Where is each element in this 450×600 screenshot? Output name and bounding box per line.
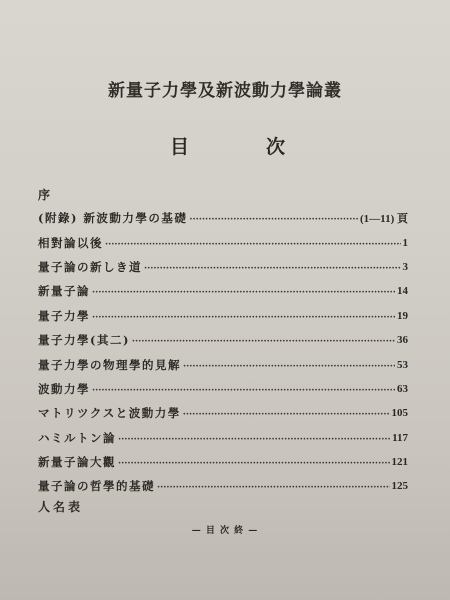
- toc-entry-page: 36: [397, 334, 408, 347]
- toc-entry-page: 121: [391, 456, 408, 469]
- toc-entry: [38, 401, 408, 425]
- toc-entry: [38, 352, 408, 376]
- toc-entry-page: 117: [392, 431, 408, 444]
- toc-entry-page: 125: [391, 480, 408, 493]
- toc-entry: [38, 377, 408, 401]
- toc-entry-page: (1—11) 頁: [360, 213, 408, 226]
- toc-leader-dots: [92, 382, 395, 396]
- toc-entry-label: 量子論の哲學的基礎: [38, 479, 155, 494]
- toc-entry: [38, 255, 408, 279]
- book-title: 新量子力學及新波動力學論叢: [108, 81, 342, 101]
- names-index-entry: 人名表: [38, 500, 84, 514]
- toc-entry-page: 14: [397, 285, 408, 298]
- toc-heading-char-1: 目: [170, 136, 190, 158]
- toc-entry-label: 波動力學: [38, 381, 90, 396]
- toc-leader-dots: [118, 431, 390, 445]
- toc-preface: 序: [38, 188, 51, 202]
- toc-heading-char-2: 次: [265, 136, 285, 158]
- toc-leader-dots: [105, 236, 401, 250]
- toc-entry-label: 量子力學の物理學的見解: [38, 357, 181, 372]
- toc-entry-label: 相對論以後: [38, 235, 103, 250]
- toc-entry-page: 105: [391, 407, 408, 420]
- toc-entry-label: 量子力學(其二): [38, 333, 130, 348]
- toc-entry-page: 3: [402, 260, 408, 273]
- toc-leader-dots: [144, 260, 401, 274]
- toc-entry: [38, 230, 408, 254]
- toc-entry-page: 53: [397, 358, 408, 371]
- toc-entry-label: 量子論の新しき道: [38, 259, 142, 274]
- toc-entry: [38, 206, 408, 230]
- toc-heading: [170, 132, 285, 159]
- toc-leader-dots: [189, 211, 358, 225]
- toc-leader-dots: [118, 455, 390, 469]
- toc-list: [38, 206, 408, 499]
- toc-entry: [38, 474, 408, 498]
- toc-entry-label: 新量子論大觀: [38, 455, 116, 470]
- toc-entry-label: 新量子論: [38, 284, 90, 299]
- toc-leader-dots: [157, 479, 390, 493]
- toc-leader-dots: [183, 358, 395, 372]
- toc-entry-page: 63: [397, 382, 408, 395]
- toc-entry-page: 19: [397, 309, 408, 322]
- toc-entry: [38, 450, 408, 474]
- toc-entry-page: 1: [402, 236, 408, 249]
- toc-end-mark: — 目 次 終 —: [191, 526, 259, 536]
- toc-entry-label: (附錄) 新波動力學の基礎: [38, 211, 188, 226]
- toc-entry-label: ハミルトン論: [38, 430, 116, 445]
- toc-entry-label: マトリツクスと波動力學: [38, 406, 181, 421]
- toc-entry: [38, 279, 408, 303]
- toc-entry-label: 量子力學: [38, 308, 90, 323]
- toc-entry: [38, 328, 408, 352]
- toc-entry: [38, 426, 408, 450]
- toc-entry: [38, 304, 408, 328]
- toc-leader-dots: [132, 333, 395, 347]
- toc-leader-dots: [183, 406, 390, 420]
- toc-leader-dots: [92, 284, 395, 298]
- toc-leader-dots: [92, 309, 395, 323]
